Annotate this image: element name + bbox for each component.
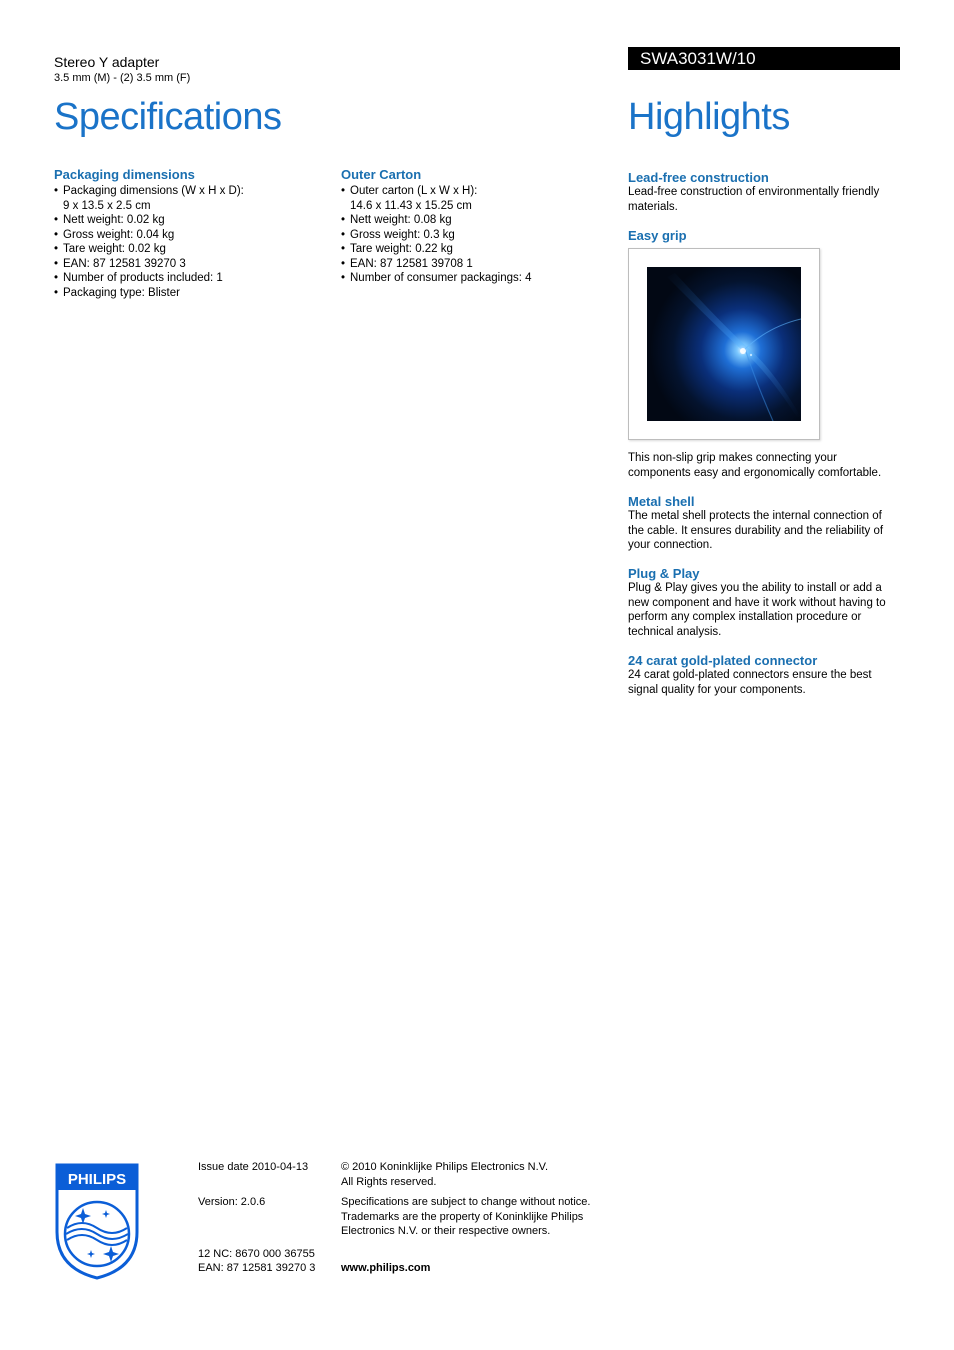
highlight-text: Plug & Play gives you the ability to install or add a new component and have it work without having to perform any complex installation procedure or technical analysis.: [628, 582, 886, 638]
version: Version: 2.0.6: [198, 1196, 266, 1208]
highlight-easy-grip: [628, 228, 900, 243]
spec-item: • Nett weight: 0.08 kg: [341, 213, 601, 228]
blue-light-graphic: [647, 267, 801, 421]
highlight-gold-plated: [628, 653, 900, 697]
highlight-heading: 24 carat gold-plated connector: [628, 653, 818, 668]
specifications-title: Specifications: [54, 96, 282, 138]
spec-item: • Packaging type: Blister: [54, 286, 314, 301]
highlight-text: This non-slip grip makes connecting your components easy and ergonomically comfortable.: [628, 452, 882, 479]
website-link[interactable]: www.philips.com: [341, 1262, 431, 1274]
spec-value: 14.6 x 11.43 x 15.25 cm: [350, 199, 472, 212]
highlight-heading: Metal shell: [628, 494, 695, 509]
spec-list: [341, 184, 601, 286]
spec-item: • Tare weight: 0.02 kg: [54, 242, 314, 257]
packaging-dimensions-section: [54, 167, 314, 300]
spec-item: • Number of products included: 1: [54, 271, 314, 286]
ean-number: EAN: 87 12581 39270 3: [198, 1262, 316, 1274]
issue-date: Issue date 2010-04-13: [198, 1161, 309, 1173]
outer-carton-section: [341, 167, 601, 286]
highlight-text: The metal shell protects the internal connection of the cable. It ensures durability and the reliability of your connection.: [628, 510, 884, 551]
spec-item: • Gross weight: 0.04 kg: [54, 228, 314, 243]
section-heading: Packaging dimensions: [54, 167, 195, 182]
highlight-text: 24 carat gold-plated connectors ensure the best signal quality for your components.: [628, 669, 872, 696]
highlight-heading: Plug & Play: [628, 566, 700, 581]
product-name: Stereo Y adapter: [54, 54, 160, 70]
highlight-lead-free: [628, 170, 900, 214]
philips-logo: [54, 1162, 140, 1280]
spec-item: • Outer carton (L x W x H): 14.6 x 11.43 x 15.25 cm: [341, 184, 601, 213]
highlight-easy-grip-text: [628, 451, 900, 480]
spec-value: 9 x 13.5 x 2.5 cm: [63, 199, 151, 212]
product-subtitle: 3.5 mm (M) - (2) 3.5 mm (F): [54, 72, 191, 84]
spec-item: • Packaging dimensions (W x H x D): 9 x 13.5 x 2.5 cm: [54, 184, 314, 213]
nc-number: 12 NC: 8670 000 36755: [198, 1248, 315, 1260]
spec-item: • EAN: 87 12581 39708 1: [341, 257, 601, 272]
section-heading: Outer Carton: [341, 167, 422, 182]
highlights-title: Highlights: [628, 96, 790, 138]
logo-wordmark: PHILIPS: [67, 1171, 127, 1188]
spec-item: • Gross weight: 0.3 kg: [341, 228, 601, 243]
copyright: © 2010 Koninklijke Philips Electronics N.V. All Rights reserved.: [341, 1161, 549, 1188]
highlight-heading: Easy grip: [628, 228, 687, 243]
legal-notice: Specifications are subject to change without notice. Trademarks are the property of Koninklijke Philips Electronics N.V. or their respective owners.: [341, 1196, 591, 1237]
spec-list: [54, 184, 314, 300]
model-number-bar: [628, 47, 900, 70]
easy-grip-image: [628, 248, 820, 440]
highlight-text: Lead-free construction of environmentally friendly materials.: [628, 186, 880, 213]
highlight-heading: Lead-free construction: [628, 170, 769, 185]
spec-item: • EAN: 87 12581 39270 3: [54, 257, 314, 272]
model-number: SWA3031W/10: [640, 49, 756, 68]
spec-item: • Number of consumer packagings: 4: [341, 271, 601, 286]
highlight-metal-shell: [628, 494, 900, 553]
spec-item: • Tare weight: 0.22 kg: [341, 242, 601, 257]
spec-item: • Nett weight: 0.02 kg: [54, 213, 314, 228]
highlight-plug-and-play: [628, 566, 900, 639]
